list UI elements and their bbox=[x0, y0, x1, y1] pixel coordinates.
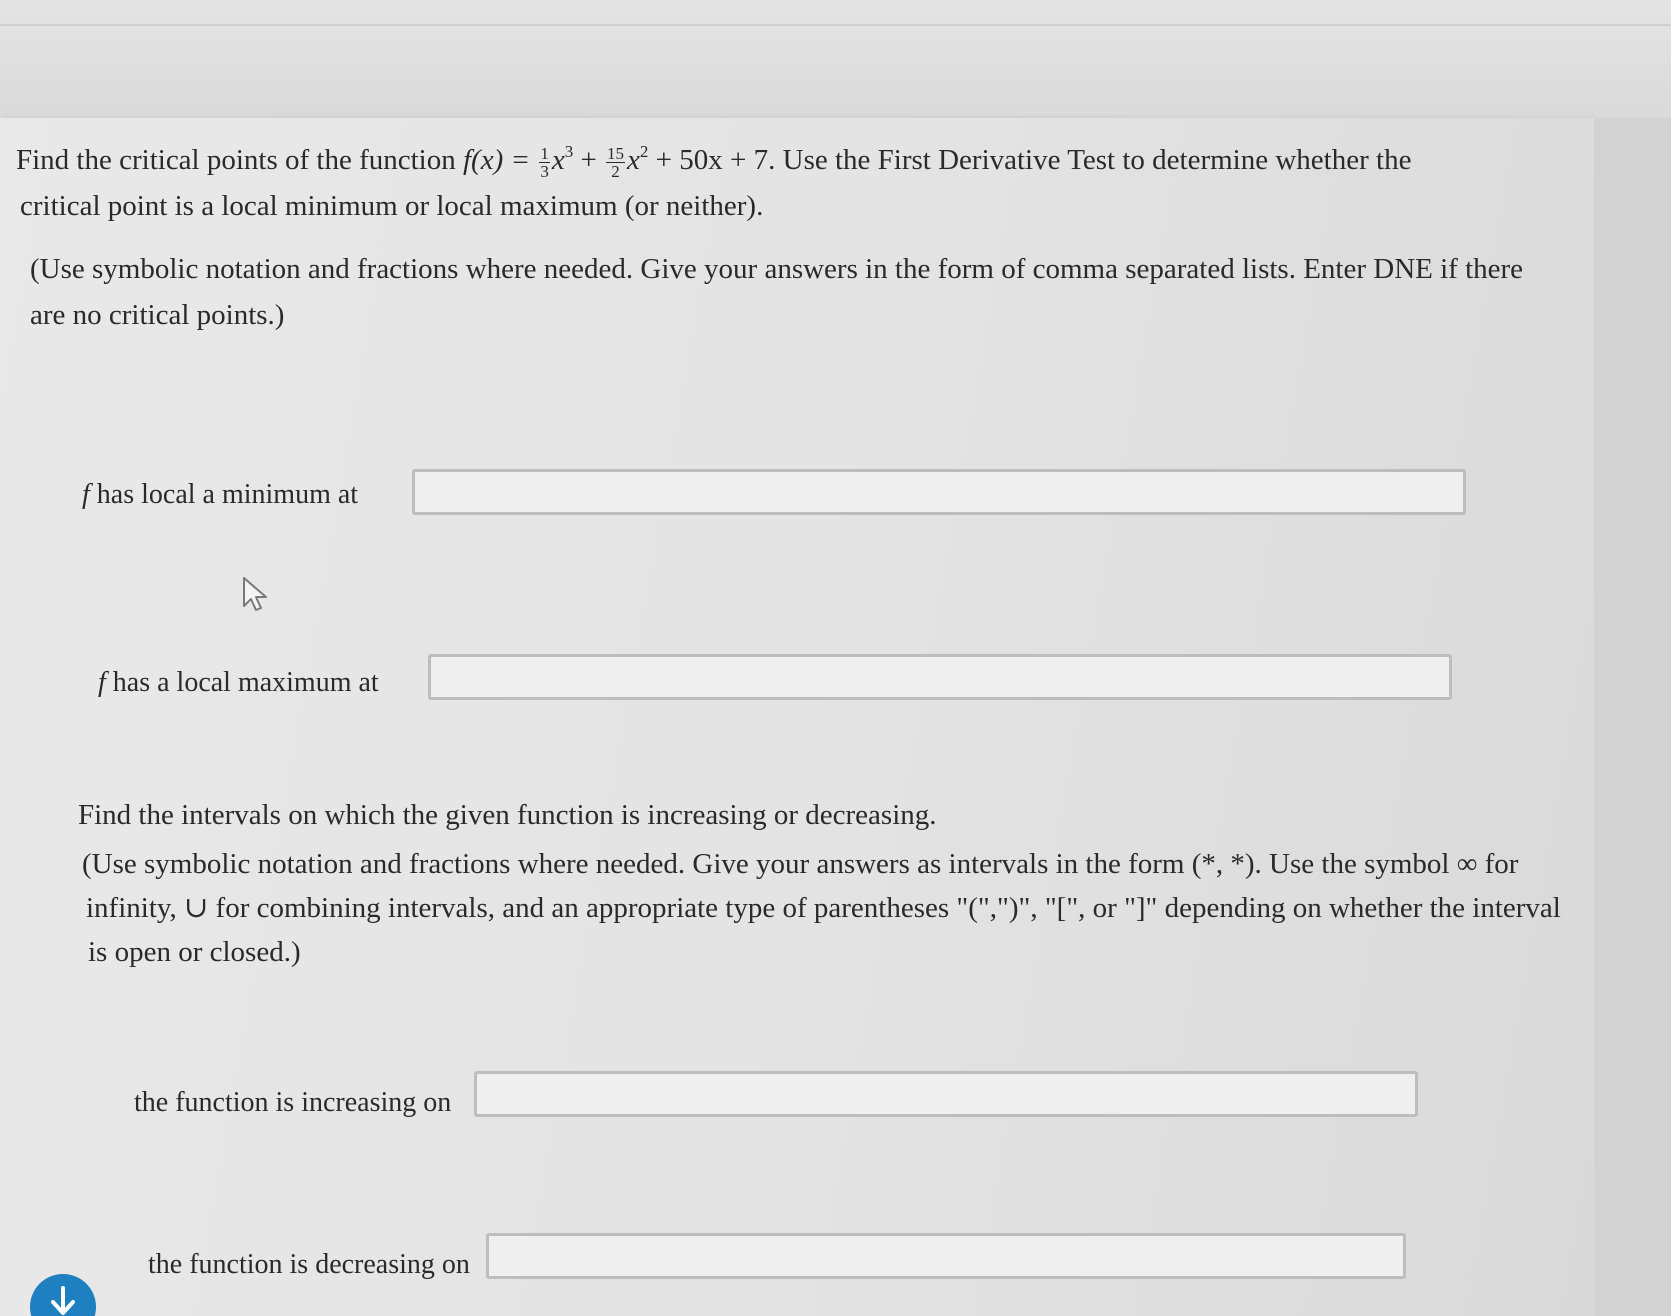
operator-plus: + bbox=[573, 144, 605, 176]
increasing-input[interactable] bbox=[474, 1071, 1418, 1117]
function-name: f(x) = bbox=[463, 144, 538, 176]
fraction-one-third bbox=[539, 145, 550, 180]
intervals-hint-line-2: infinity, ∪ for combining intervals, and an appropriate type of parentheses "(",")", "[", or "]" depending on whether the interval bbox=[86, 892, 1561, 924]
hint-line-1: (Use symbolic notation and fractions where needed. Give your answers in the form of comma separated lists. Enter DNE if there bbox=[30, 253, 1524, 285]
function-symbol: f bbox=[98, 667, 106, 698]
question-line-2: critical point is a local minimum or local maximum (or neither). bbox=[20, 190, 764, 222]
hint-line-2: are no critical points.) bbox=[30, 299, 285, 331]
local-max-label-text: has a local maximum at bbox=[105, 667, 379, 698]
local-max-label bbox=[98, 663, 379, 703]
variable-x: x bbox=[627, 144, 640, 176]
local-min-label-text: has local a minimum at bbox=[89, 479, 359, 510]
intervals-question: Find the intervals on which the given function is increasing or decreasing. bbox=[78, 799, 937, 831]
fraction-denominator: 2 bbox=[611, 161, 620, 181]
variable-x: x bbox=[551, 144, 565, 176]
local-max-input[interactable] bbox=[428, 654, 1452, 700]
question-line-1 bbox=[16, 138, 1411, 182]
question-text: + 50x + 7. Use the First Derivative Test to determine whether the bbox=[648, 144, 1412, 176]
mouse-pointer-icon bbox=[242, 576, 272, 621]
local-min-input[interactable] bbox=[412, 469, 1466, 515]
fraction-denominator: 3 bbox=[540, 161, 549, 181]
decreasing-input[interactable] bbox=[486, 1233, 1406, 1279]
fraction-numerator: 1 bbox=[540, 143, 549, 163]
intervals-hint-line-1: (Use symbolic notation and fractions where needed. Give your answers as intervals in the form (*, *). Use the symbol ∞ for bbox=[82, 848, 1519, 880]
top-margin bbox=[0, 0, 1671, 118]
decreasing-label: the function is decreasing on bbox=[148, 1249, 470, 1280]
right-edge bbox=[1594, 118, 1671, 1316]
exponent: 3 bbox=[564, 142, 574, 161]
function-symbol: f bbox=[82, 479, 90, 510]
top-divider bbox=[0, 24, 1671, 26]
arrow-down-icon bbox=[48, 1286, 78, 1316]
local-min-label bbox=[82, 475, 358, 515]
exponent: 2 bbox=[639, 142, 649, 161]
increasing-label: the function is increasing on bbox=[134, 1087, 452, 1118]
fraction-numerator: 15 bbox=[607, 143, 625, 163]
intervals-hint-line-3: is open or closed.) bbox=[88, 936, 301, 968]
question-text: Find the critical points of the function bbox=[16, 144, 463, 176]
fraction-fifteen-halves bbox=[606, 145, 625, 180]
